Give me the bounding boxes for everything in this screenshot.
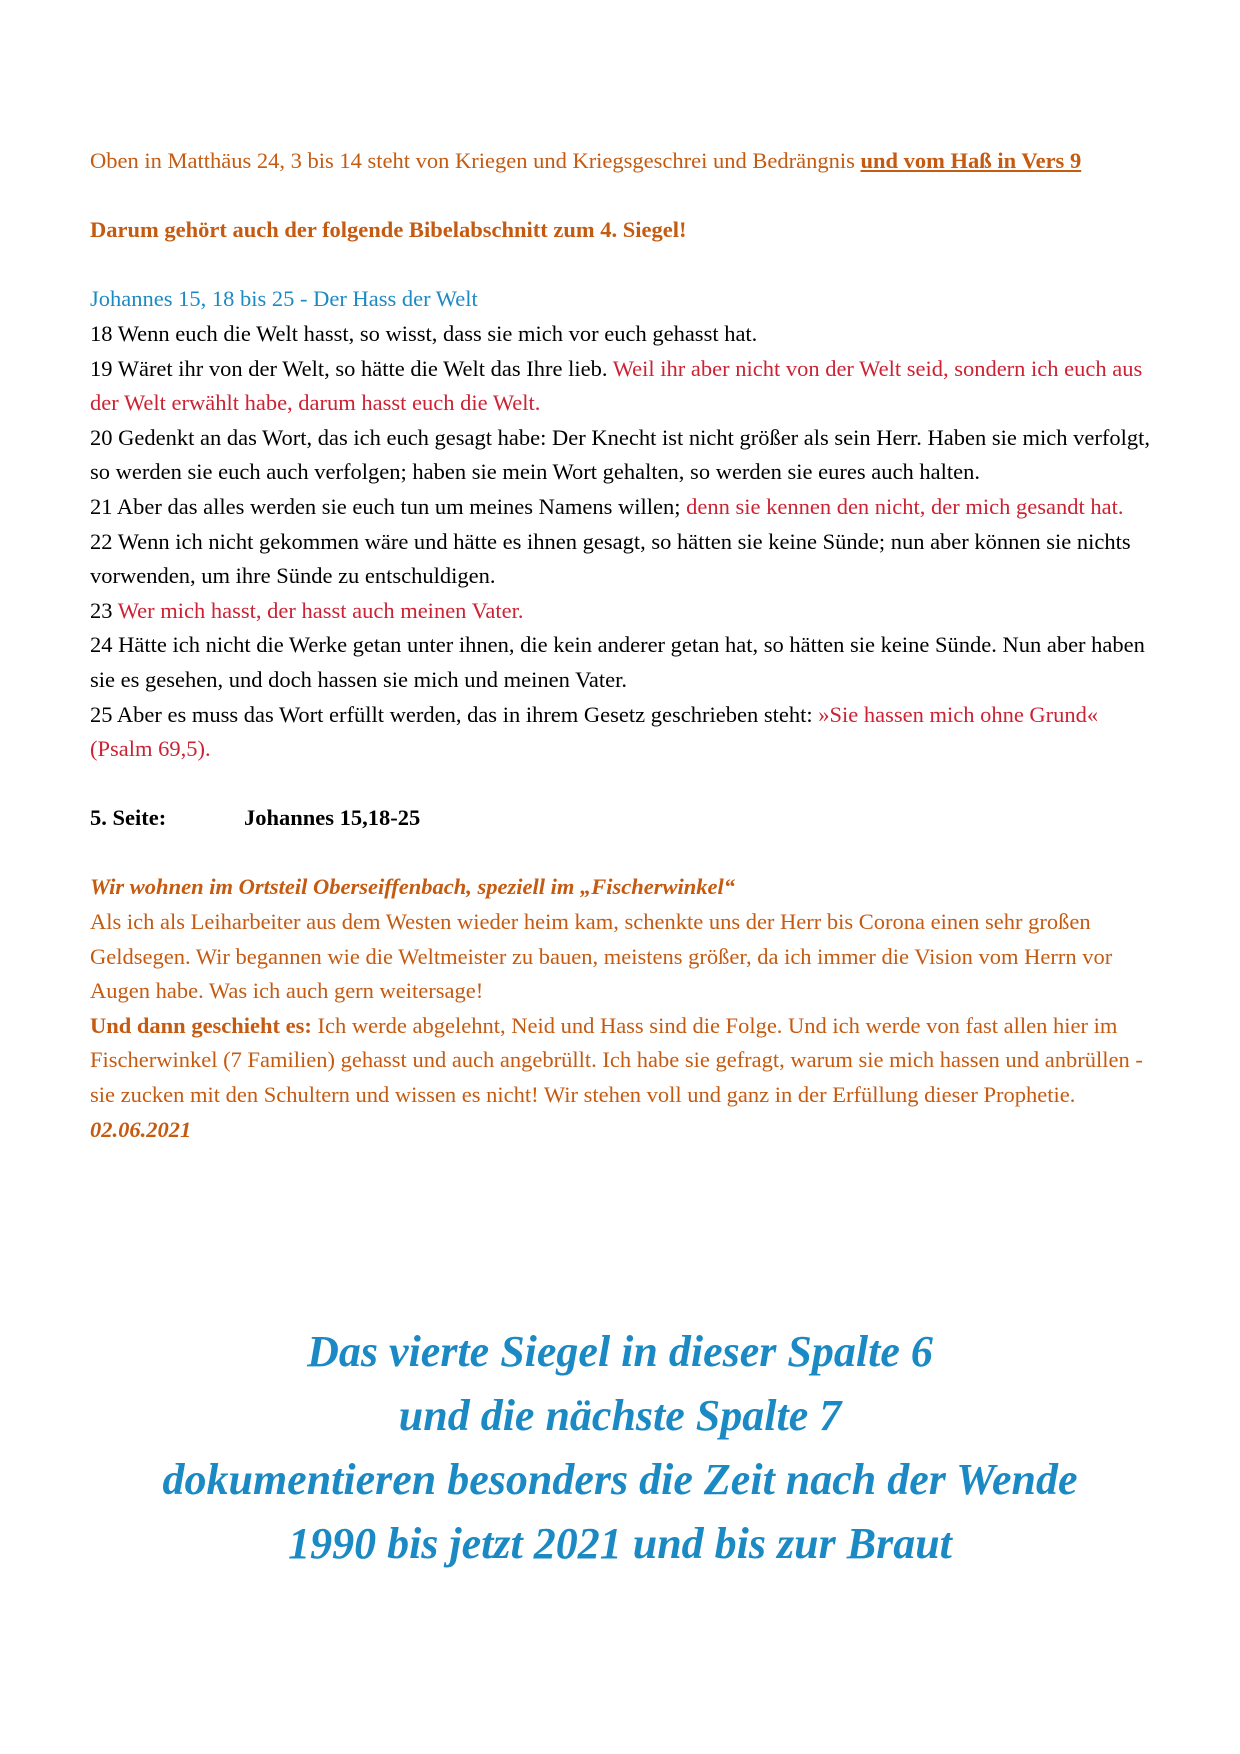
passage-title: Johannes 15, 18 bis 25 - Der Hass der Welt [90, 286, 478, 312]
verse-19-text: 19 Wäret ihr von der Welt, so hätte die Welt das Ihre lieb. [90, 355, 613, 381]
intro-paragraph [90, 144, 1150, 179]
verse-23-highlight: Wer mich hasst, der hasst auch meinen Vater. [117, 597, 524, 623]
seite-label: 5. Seite: [90, 805, 167, 831]
verse-22: 22 Wenn ich nicht gekommen wäre und hätte es ihnen gesagt, so hätten sie keine Sünde; nun aber können sie nichts vorwenden, um ihre Sünde zu entschuldigen. [90, 528, 1131, 589]
testimony-paragraph-2 [90, 1009, 1150, 1147]
verse-21-highlight: denn sie kennen den nicht, der mich gesandt hat. [686, 493, 1124, 519]
closing-line-4: 1990 bis jetzt 2021 und bis zur Braut [288, 1519, 952, 1568]
spacer [90, 179, 1150, 214]
closing-line-2: und die nächste Spalte 7 [398, 1391, 842, 1440]
verse-21 [90, 490, 1150, 525]
closing-line-3: dokumentieren besonders die Zeit nach der Wende [162, 1455, 1078, 1504]
intro-emphasis: und vom Haß in Vers 9 [860, 148, 1082, 173]
spacer [90, 248, 1150, 283]
seite-line [90, 801, 1150, 836]
spacer [90, 836, 1150, 871]
spacer [90, 767, 1150, 802]
testimony-paragraph-1: Als ich als Leiharbeiter aus dem Westen wieder heim kam, schenkte uns der Herr bis Corona einen sehr großen Geldsegen. Wir begannen wie die Weltmeister zu bauen, meistens größer, da ich immer die Vision vom Herrn vor Augen habe. Was ich auch gern weitersage! [90, 909, 1113, 1004]
intro-text: Oben in Matthäus 24, 3 bis 14 steht von Kriegen und Kriegsgeschrei und Bedrängnis [90, 148, 861, 173]
verse-25-highlight: »Sie hassen mich ohne Grund« (Psalm 69,5). [90, 701, 1099, 762]
document-body [90, 144, 1150, 1147]
verse-23 [90, 594, 1150, 629]
closing-statement [0, 1320, 1240, 1576]
testimony-heading: Wir wohnen im Ortsteil Oberseiffenbach, speziell im „Fischerwinkel“ [90, 874, 736, 900]
verse-23-number: 23 [90, 597, 118, 623]
verse-25-text: 25 Aber es muss das Wort erfüllt werden, das in ihrem Gesetz geschrieben steht: [90, 701, 819, 727]
verse-20: 20 Gedenkt an das Wort, das ich euch gesagt habe: Der Knecht ist nicht größer als sein Herr. Haben sie mich verfolgt, so werden sie euch auch verfolgen; haben sie mein Wort gehalten, so werden sie eures auch halten. [90, 424, 1150, 485]
verse-21-text: 21 Aber das alles werden sie euch tun um meines Namens willen; [90, 493, 687, 519]
seite-reference: Johannes 15,18-25 [244, 805, 421, 831]
verse-19 [90, 352, 1150, 421]
verse-18: 18 Wenn euch die Welt hasst, so wisst, dass sie mich vor euch gehasst hat. [90, 320, 758, 346]
verse-24: 24 Hätte ich nicht die Werke getan unter ihnen, die kein anderer getan hat, so hätten sie keine Sünde. Nun aber haben sie es gesehen, und doch hassen sie mich und meinen Vater. [90, 632, 1145, 692]
verse-19-highlight: Weil ihr aber nicht von der Welt seid, sondern ich euch aus der Welt erwählt habe, darum hasst euch die Welt. [90, 355, 1143, 416]
verse-25 [90, 698, 1150, 767]
testimony-text: Ich werde abgelehnt, Neid und Hass sind die Folge. Und ich werde von fast allen hier im Fischerwinkel (7 Familien) gehasst und auch angebrüllt. Ich habe sie gefragt, warum sie mich hassen und anbrüllen - sie zucken mit den Schultern und wissen es nicht! Wir stehen voll und ganz in der Erfüllung dieser Prophetie. [90, 1012, 1143, 1108]
statement: Darum gehört auch der folgende Bibelabschnitt zum 4. Siegel! [90, 217, 687, 243]
closing-line-1: Das vierte Siegel in dieser Spalte 6 [307, 1327, 933, 1376]
testimony-lead: Und dann geschieht es: [90, 1012, 312, 1038]
testimony-date: 02.06.2021 [90, 1116, 192, 1142]
